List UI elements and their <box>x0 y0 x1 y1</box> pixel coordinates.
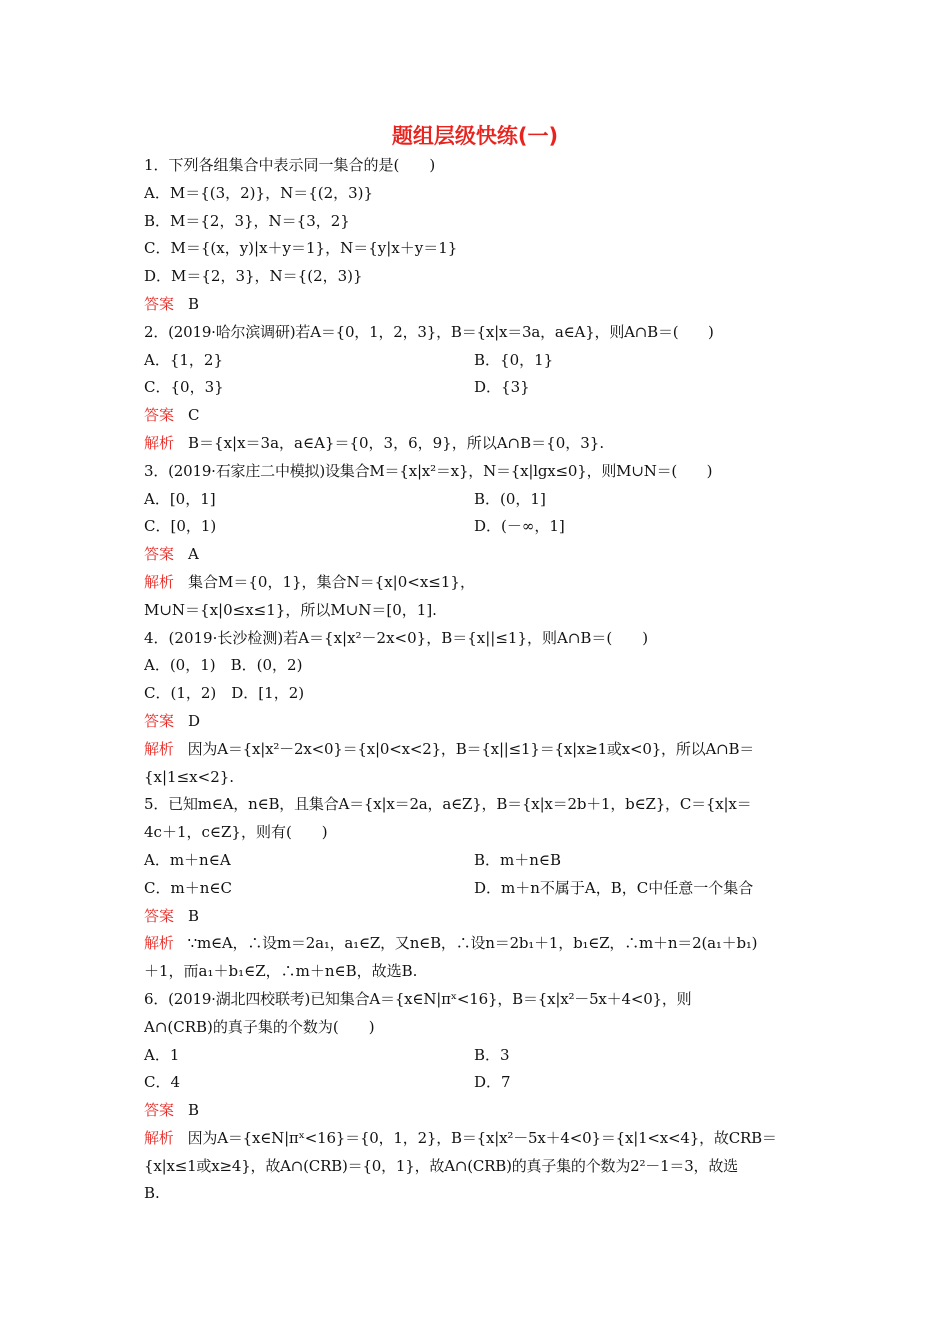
question-1-answer <box>144 291 806 319</box>
analysis-label: 解析 <box>144 934 174 953</box>
question-3-option-b: B．(0，1] <box>474 489 546 508</box>
question-6-options-row-2 <box>144 1069 806 1097</box>
question-6-option-b: B．3 <box>474 1045 510 1064</box>
question-6-analysis <box>144 1125 806 1153</box>
question-5-stem-cont: 4c＋1，c∈Z}，则有( ) <box>144 823 328 842</box>
question-5-option-c: C．m＋n∈C <box>144 878 232 897</box>
question-5-options-row-2 <box>144 875 806 903</box>
analysis-label: 解析 <box>144 572 175 591</box>
question-2-option-d: D．{3} <box>474 378 530 397</box>
page-title: 题组层级快练(一) <box>391 124 559 148</box>
answer-label: 答案 <box>144 406 175 425</box>
analysis-text: 集合M＝{0，1}，集合N＝{x|0<x≤1}， <box>188 572 475 591</box>
question-6-options-row-1 <box>144 1042 806 1070</box>
answer-label: 答案 <box>144 711 175 730</box>
question-2-option-b: B．{0，1} <box>474 350 554 369</box>
question-4-stem: 4．(2019·长沙检测)若A＝{x|x²－2x<0}，B＝{x||≤1}，则A∩B＝( ) <box>144 628 649 647</box>
answer-label: 答案 <box>144 1101 175 1120</box>
question-2-option-c: C．{0，3} <box>144 378 224 397</box>
analysis-text: 因为A＝{x∈N|πˣ<16}＝{0，1，2}，B＝{x|x²－5x＋4<0}＝{x|1<x<4}，故CRB＝ <box>187 1128 777 1147</box>
question-3-analysis-cont: M∪N＝{x|0≤x≤1}，所以M∪N＝[0，1]. <box>144 600 437 619</box>
answer-label: 答案 <box>144 906 175 925</box>
question-5-option-a: A．m＋n∈A <box>144 850 231 869</box>
question-3-analysis <box>144 569 806 597</box>
question-6-stem-cont: A∩(CRB)的真子集的个数为( ) <box>144 1017 375 1036</box>
question-3-options-row-2 <box>144 513 806 541</box>
analysis-label: 解析 <box>144 1128 174 1147</box>
analysis-text: ∵m∈A，∴设m＝2a₁，a₁∈Z，又n∈B，∴设n＝2b₁＋1，b₁∈Z，∴m＋n＝2(a₁＋b₁) <box>187 934 758 953</box>
question-4-analysis <box>144 736 806 764</box>
question-6-answer <box>144 1097 806 1125</box>
question-5-option-d: D．m＋n不属于A，B，C中任意一个集合 <box>474 878 754 897</box>
question-2-analysis <box>144 430 806 458</box>
question-3-answer <box>144 541 806 569</box>
question-4-answer <box>144 708 806 736</box>
question-3-stem: 3．(2019·石家庄二中模拟)设集合M＝{x|x²＝x}，N＝{x|lgx≤0}，则M∪N＝( ) <box>144 461 713 480</box>
question-6-option-c: C．4 <box>144 1073 181 1092</box>
question-2-options-row-2 <box>144 374 806 402</box>
answer-label: 答案 <box>144 294 175 313</box>
question-5-analysis-cont: ＋1，而a₁＋b₁∈Z，∴m＋n∈B，故选B. <box>144 962 418 981</box>
question-2-options-row-1 <box>144 347 806 375</box>
analysis-text: 因为A＝{x|x²－2x<0}＝{x|0<x<2}，B＝{x||≤1}＝{x|x≥1或x<0}，所以A∩B＝ <box>187 739 755 758</box>
answer-label: 答案 <box>144 545 175 564</box>
answer-value: B <box>188 294 200 313</box>
question-3-option-c: C．[0，1) <box>144 517 217 536</box>
question-list <box>144 152 806 1208</box>
question-6-option-a: A．1 <box>144 1045 180 1064</box>
question-2-answer <box>144 402 806 430</box>
question-6-analysis-cont: {x|x≤1或x≥4}，故A∩(CRB)＝{0，1}，故A∩(CRB)的真子集的个数为2²－1＝3，故选 <box>144 1156 738 1175</box>
question-1-option-d: D．M＝{2，3}，N＝{(2，3)} <box>144 267 363 286</box>
answer-value: C <box>188 406 200 425</box>
question-1-stem: 1．下列各组集合中表示同一集合的是( ) <box>144 156 436 174</box>
answer-value: A <box>188 545 199 564</box>
question-3-option-a: A．[0，1] <box>144 489 216 508</box>
question-5-answer <box>144 903 806 931</box>
analysis-label: 解析 <box>144 433 175 452</box>
question-1-option-c: C．M＝{(x，y)|x＋y＝1}，N＝{y|x＋y＝1} <box>144 239 458 258</box>
question-4-options-line-1: A．(0，1) B．(0，2) <box>144 656 303 675</box>
question-2-option-a: A．{1，2} <box>144 350 224 369</box>
question-5-stem: 5．已知m∈A，n∈B，且集合A＝{x|x＝2a，a∈Z}，B＝{x|x＝2b＋1，b∈Z}，C＝{x|x＝ <box>144 795 752 814</box>
question-6-option-d: D．7 <box>474 1073 511 1092</box>
question-6-stem: 6．(2019·湖北四校联考)已知集合A＝{x∈N|πˣ<16}，B＝{x|x²－5x＋4<0}，则 <box>144 989 692 1008</box>
question-5-options-row-1 <box>144 847 806 875</box>
question-2-stem: 2．(2019·哈尔滨调研)若A＝{0，1，2，3}，B＝{x|x＝3a，a∈A}，则A∩B＝( ) <box>144 322 714 341</box>
question-4-options-line-2: C．(1，2) D．[1，2) <box>144 684 305 703</box>
answer-value: B <box>188 906 200 925</box>
question-4-analysis-cont: {x|1≤x<2}. <box>144 767 235 786</box>
analysis-label: 解析 <box>144 739 174 758</box>
question-5-analysis <box>144 930 806 958</box>
question-1-option-a: A．M＝{(3，2)}，N＝{(2，3)} <box>144 183 374 202</box>
analysis-text: B＝{x|x＝3a，a∈A}＝{0，3，6，9}，所以A∩B＝{0，3}. <box>188 433 605 452</box>
answer-value: B <box>188 1101 200 1120</box>
question-6-analysis-cont-2: B. <box>144 1184 160 1203</box>
answer-value: D <box>188 711 201 730</box>
question-3-options-row-1 <box>144 486 806 514</box>
question-3-option-d: D．(－∞，1] <box>474 517 565 536</box>
question-5-option-b: B．m＋n∈B <box>474 850 562 869</box>
question-1-option-b: B．M＝{2，3}，N＝{3，2} <box>144 211 350 230</box>
